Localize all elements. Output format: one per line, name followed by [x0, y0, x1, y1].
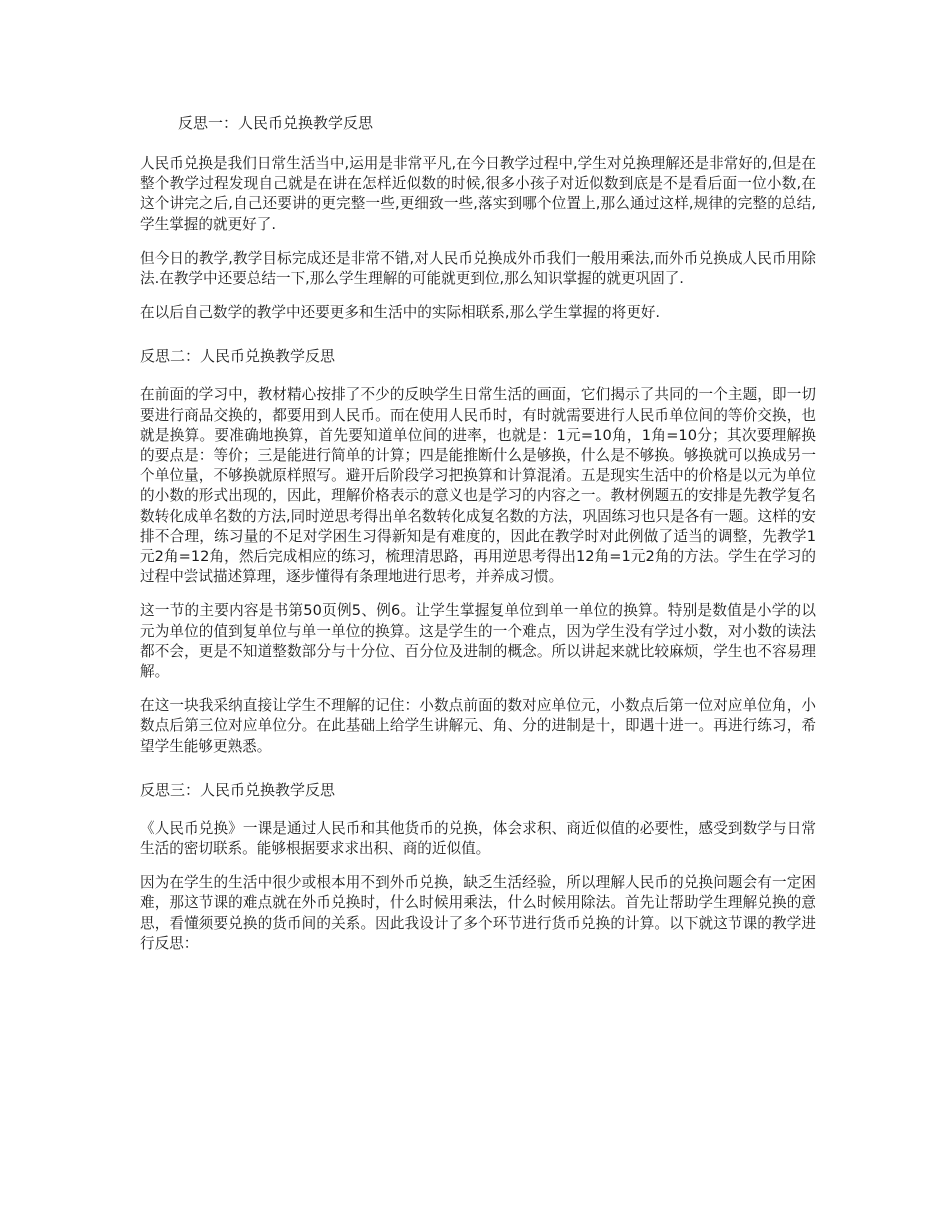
section-reflection-2	[140, 345, 816, 756]
document-page	[140, 112, 816, 968]
paragraph: 这一节的主要内容是书第50页例5、例6。让学生掌握复单位到单一单位的换算。特别是数值是小学的以元为单位的值到复单位与单一单位的换算。这是学生的一个难点，因为学生没有学过小数，对小数的读法都不会，更是不知道整数部分与十分位、百分位及进制的概念。所以讲起来就比较麻烦，学生也不容易理解。	[140, 602, 816, 681]
paragraph: 人民币兑换是我们日常生活当中,运用是非常平凡,在今日教学过程中,学生对兑换理解还是非常好的,但是在整个教学过程发现自己就是在讲在怎样近似数的时候,很多小孩子对近似数到底是不是看后面一位小数,在这个讲完之后,自己还要讲的更完整一些,更细致一些,落实到哪个位置上,那么通过这样,规律的完整的总结,学生掌握的就更好了.	[140, 155, 816, 233]
paragraph: 在前面的学习中，教材精心按排了不少的反映学生日常生活的画面，它们揭示了共同的一个主题，即一切要进行商品交换的，都要用到人民币。而在使用人民币时，有时就需要进行人民币单位间的等价交换，也就是换算。要准确地换算，首先要知道单位间的进率，也就是：1元=10角，1角=10分；其次要理解换的要点是：等价；三是能进行简单的计算；四是能推断什么是够换，什么是不够换。够换就可以换成另一个单位量，不够换就原样照写。避开后阶段学习把换算和计算混淆。五是现实生活中的价格是以元为单位的小数的形式出现的，因此，理解价格表示的意义也是学习的内容之一。教材例题五的安排是先教学复名数转化成单名数的方法,同时逆思考得出单名数转化成复名数的方法，巩固练习也只是各有一题。这样的安排不合理，练习量的不足对学困生习得新知是有难度的，因此在教学时对此例做了适当的调整，先教学1元2角=12角，然后完成相应的练习，梳理清思路，再用逆思考得出12角=1元2角的方法。学生在学习的过程中尝试描述算理，逐步懂得有条理地进行思考，并养成习惯。	[140, 386, 816, 586]
paragraph: 在以后自己数学的教学中还要更多和生活中的实际相联系,那么学生掌握的将更好.	[140, 304, 661, 322]
section-heading: 反思一：人民币兑换教学反思	[178, 114, 374, 132]
section-reflection-3	[140, 779, 816, 954]
section-heading: 反思二：人民币兑换教学反思	[140, 347, 336, 366]
section-reflection-1	[140, 112, 816, 323]
paragraph: 《人民币兑换》一课是通过人民币和其他货币的兑换，体会求积、商近似值的必要性，感受到数学与日常生活的密切联系。能够根据要求求出积、商的近似值。	[140, 819, 816, 858]
paragraph: 在这一块我采纳直接让学生不理解的记住：小数点前面的数对应单位元，小数点后第一位对应单位角，小数点后第三位对应单位分。在此基础上给学生讲解元、角、分的进制是十，即遇十进一。再进行练习，希望学生能够更熟悉。	[140, 697, 816, 755]
paragraph: 但今日的教学,教学目标完成还是非常不错,对人民币兑换成外币我们一般用乘法,而外币兑换成人民币用除法.在教学中还要总结一下,那么学生理解的可能就更到位,那么知识掌握的就更巩固了.	[140, 249, 816, 288]
paragraph: 因为在学生的生活中很少或根本用不到外币兑换，缺乏生活经验，所以理解人民币的兑换问题会有一定困难，那这节课的难点就在外币兑换时，什么时候用乘法，什么时候用除法。首先让帮助学生理解兑换的意思，看懂须要兑换的货币间的关系。因此我设计了多个环节进行货币兑换的计算。以下就这节课的教学进行反思：	[140, 874, 816, 952]
section-heading: 反思三：人民币兑换教学反思	[140, 780, 336, 799]
